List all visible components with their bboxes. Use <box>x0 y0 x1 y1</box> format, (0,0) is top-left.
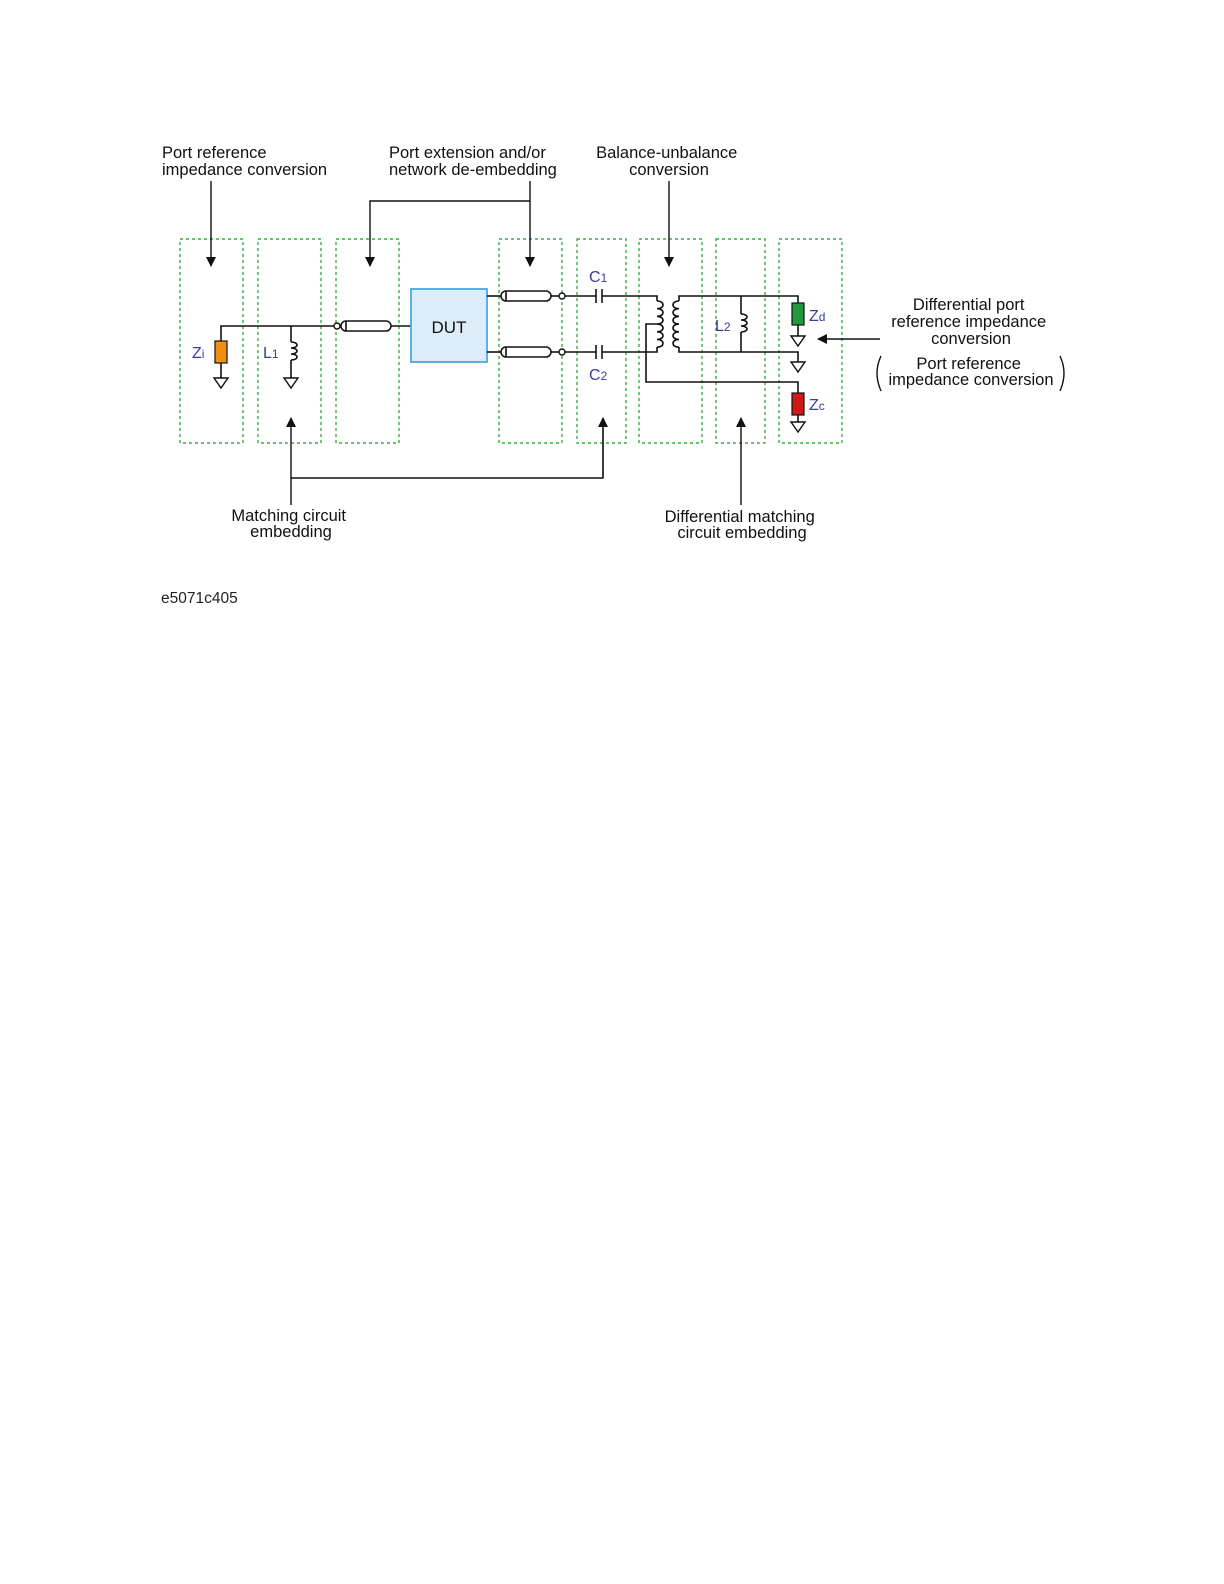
zd-resistor <box>792 303 804 325</box>
label-diff-matching: Differential matching circuit embedding <box>664 508 815 542</box>
zc-resistor <box>792 393 804 415</box>
zi-resistor <box>215 341 227 363</box>
port-node-bottom <box>559 349 565 355</box>
label-port-ref-paren: Port reference impedance conversion <box>888 355 1054 389</box>
right-circuit <box>487 269 825 432</box>
figure-caption: e5071c405 <box>161 590 238 607</box>
label-diff-port-ref: Differential port reference impedance conversion <box>891 296 1047 348</box>
section-box-caps <box>577 239 626 443</box>
label-c1: C1 <box>589 269 608 286</box>
port-node-left <box>334 323 340 329</box>
label-zi: Zi <box>192 345 205 362</box>
paren-right <box>1060 356 1064 391</box>
label-matching: Matching circuit embedding <box>231 507 347 541</box>
transformer-secondary <box>673 301 679 347</box>
section-box-matching <box>258 239 321 443</box>
label-l2: L2 <box>715 318 731 335</box>
annotation-arrows <box>211 181 880 505</box>
transmission-line-left <box>341 321 391 331</box>
label-zd: Zd <box>809 308 826 325</box>
inductor-l2 <box>741 314 747 332</box>
line-matching <box>291 418 603 505</box>
inductor-l1 <box>291 342 297 360</box>
ground-icon <box>791 336 805 346</box>
port-node-top <box>559 293 565 299</box>
section-box-port-ext-right <box>499 239 562 443</box>
label-port-ref-top: Port reference impedance conversion <box>162 144 328 179</box>
wire-left-main <box>221 326 334 341</box>
ground-icon <box>284 378 298 388</box>
ground-icon <box>214 378 228 388</box>
dut-label: DUT <box>431 318 467 337</box>
left-circuit <box>192 321 411 388</box>
arrow-port-ext-left <box>370 181 530 266</box>
section-box-port-ref <box>180 239 243 443</box>
transformer-primary <box>657 301 663 347</box>
ground-icon <box>791 362 805 372</box>
label-balun: Balance-unbalance conversion <box>596 144 738 179</box>
section-box-balun <box>639 239 702 443</box>
label-l1: L1 <box>263 345 279 362</box>
transmission-line-bottom <box>501 347 551 357</box>
label-c2: C2 <box>589 367 608 384</box>
ground-icon <box>791 422 805 432</box>
transmission-line-top <box>501 291 551 301</box>
section-boxes <box>180 239 842 443</box>
paren-left <box>877 356 881 391</box>
label-zc: Zc <box>809 397 825 414</box>
section-box-port-ext-left <box>336 239 399 443</box>
label-port-ext: Port extension and/or network de-embedding <box>389 144 557 179</box>
